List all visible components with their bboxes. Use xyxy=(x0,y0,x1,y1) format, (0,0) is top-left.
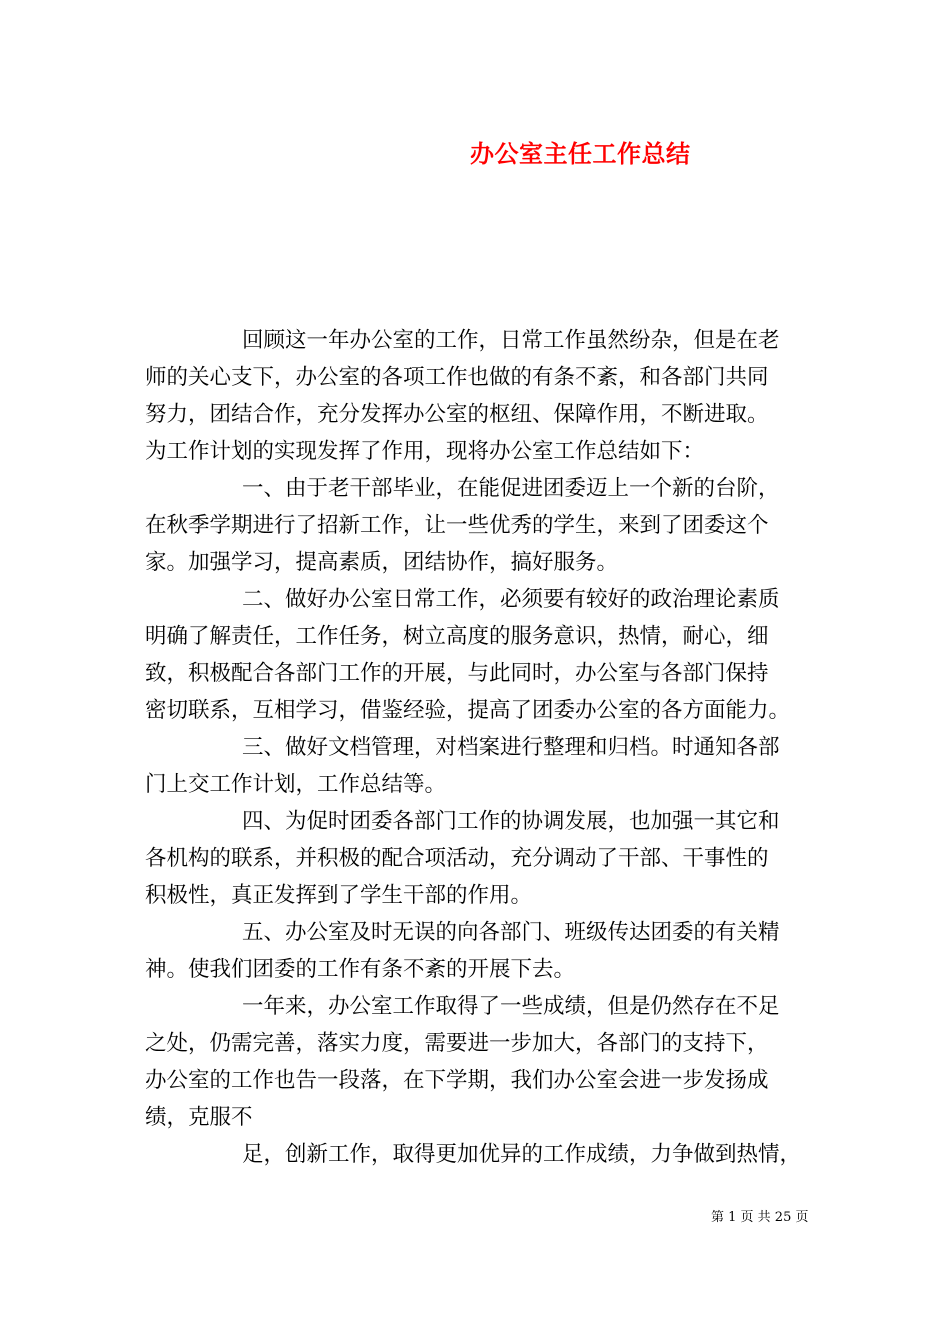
text-line: 家。加强学习，提高素质，团结协作，搞好服务。 xyxy=(145,550,619,575)
text-line: 密切联系，互相学习，借鉴经验，提高了团委办公室的各方面能力。 xyxy=(145,698,791,723)
text-line: 努力，团结合作，充分发挥办公室的枢纽、保障作用，不断进取。 xyxy=(145,402,769,427)
text-line: 致，积极配合各部门工作的开展，与此同时，办公室与各部门保持 xyxy=(145,661,769,686)
text-line: 足，创新工作，取得更加优异的工作成绩，力争做到热情， xyxy=(242,1142,802,1167)
document-title: 办公室主任工作总结 xyxy=(470,139,691,168)
text-line: 回顾这一年办公室的工作，日常工作虽然纷杂，但是在老 xyxy=(242,328,780,353)
text-line: 四、为促时团委各部门工作的协调发展，也加强一其它和 xyxy=(242,809,780,834)
document-body xyxy=(145,322,810,1173)
text-line: 明确了解责任，工作任务，树立高度的服务意识，热情，耐心，细 xyxy=(145,624,769,649)
page-footer: 第 1 页 共 25 页 xyxy=(711,1210,809,1225)
text-line: 办公室的工作也告一段落，在下学期，我们办公室会进一步发扬成 xyxy=(145,1068,769,1093)
text-line: 五、办公室及时无误的向各部门、班级传达团委的有关精 xyxy=(242,920,780,945)
text-line: 二、做好办公室日常工作，必须要有较好的政治理论素质 xyxy=(242,587,780,612)
text-line: 三、做好文档管理，对档案进行整理和归档。时通知各部 xyxy=(242,735,780,760)
text-line: 之处，仍需完善，落实力度，需要进一步加大，各部门的支持下， xyxy=(145,1031,769,1056)
text-line: 积极性，真正发挥到了学生干部的作用。 xyxy=(145,883,533,908)
text-line: 绩，克服不 xyxy=(145,1105,253,1130)
text-line: 为工作计划的实现发挥了作用，现将办公室工作总结如下： xyxy=(145,439,705,464)
text-line: 各机构的联系，并积极的配合项活动，充分调动了干部、干事性的 xyxy=(145,846,769,871)
text-line: 在秋季学期进行了招新工作，让一些优秀的学生，来到了团委这个 xyxy=(145,513,769,538)
text-line: 神。使我们团委的工作有条不紊的开展下去。 xyxy=(145,957,576,982)
text-line: 一、由于老干部毕业，在能促进团委迈上一个新的台阶， xyxy=(242,476,780,501)
text-line: 门上交工作计划，工作总结等。 xyxy=(145,772,447,797)
text-line: 一年来，办公室工作取得了一些成绩，但是仍然存在不足 xyxy=(242,994,780,1019)
text-line: 师的关心支下，办公室的各项工作也做的有条不紊，和各部门共同 xyxy=(145,365,769,390)
